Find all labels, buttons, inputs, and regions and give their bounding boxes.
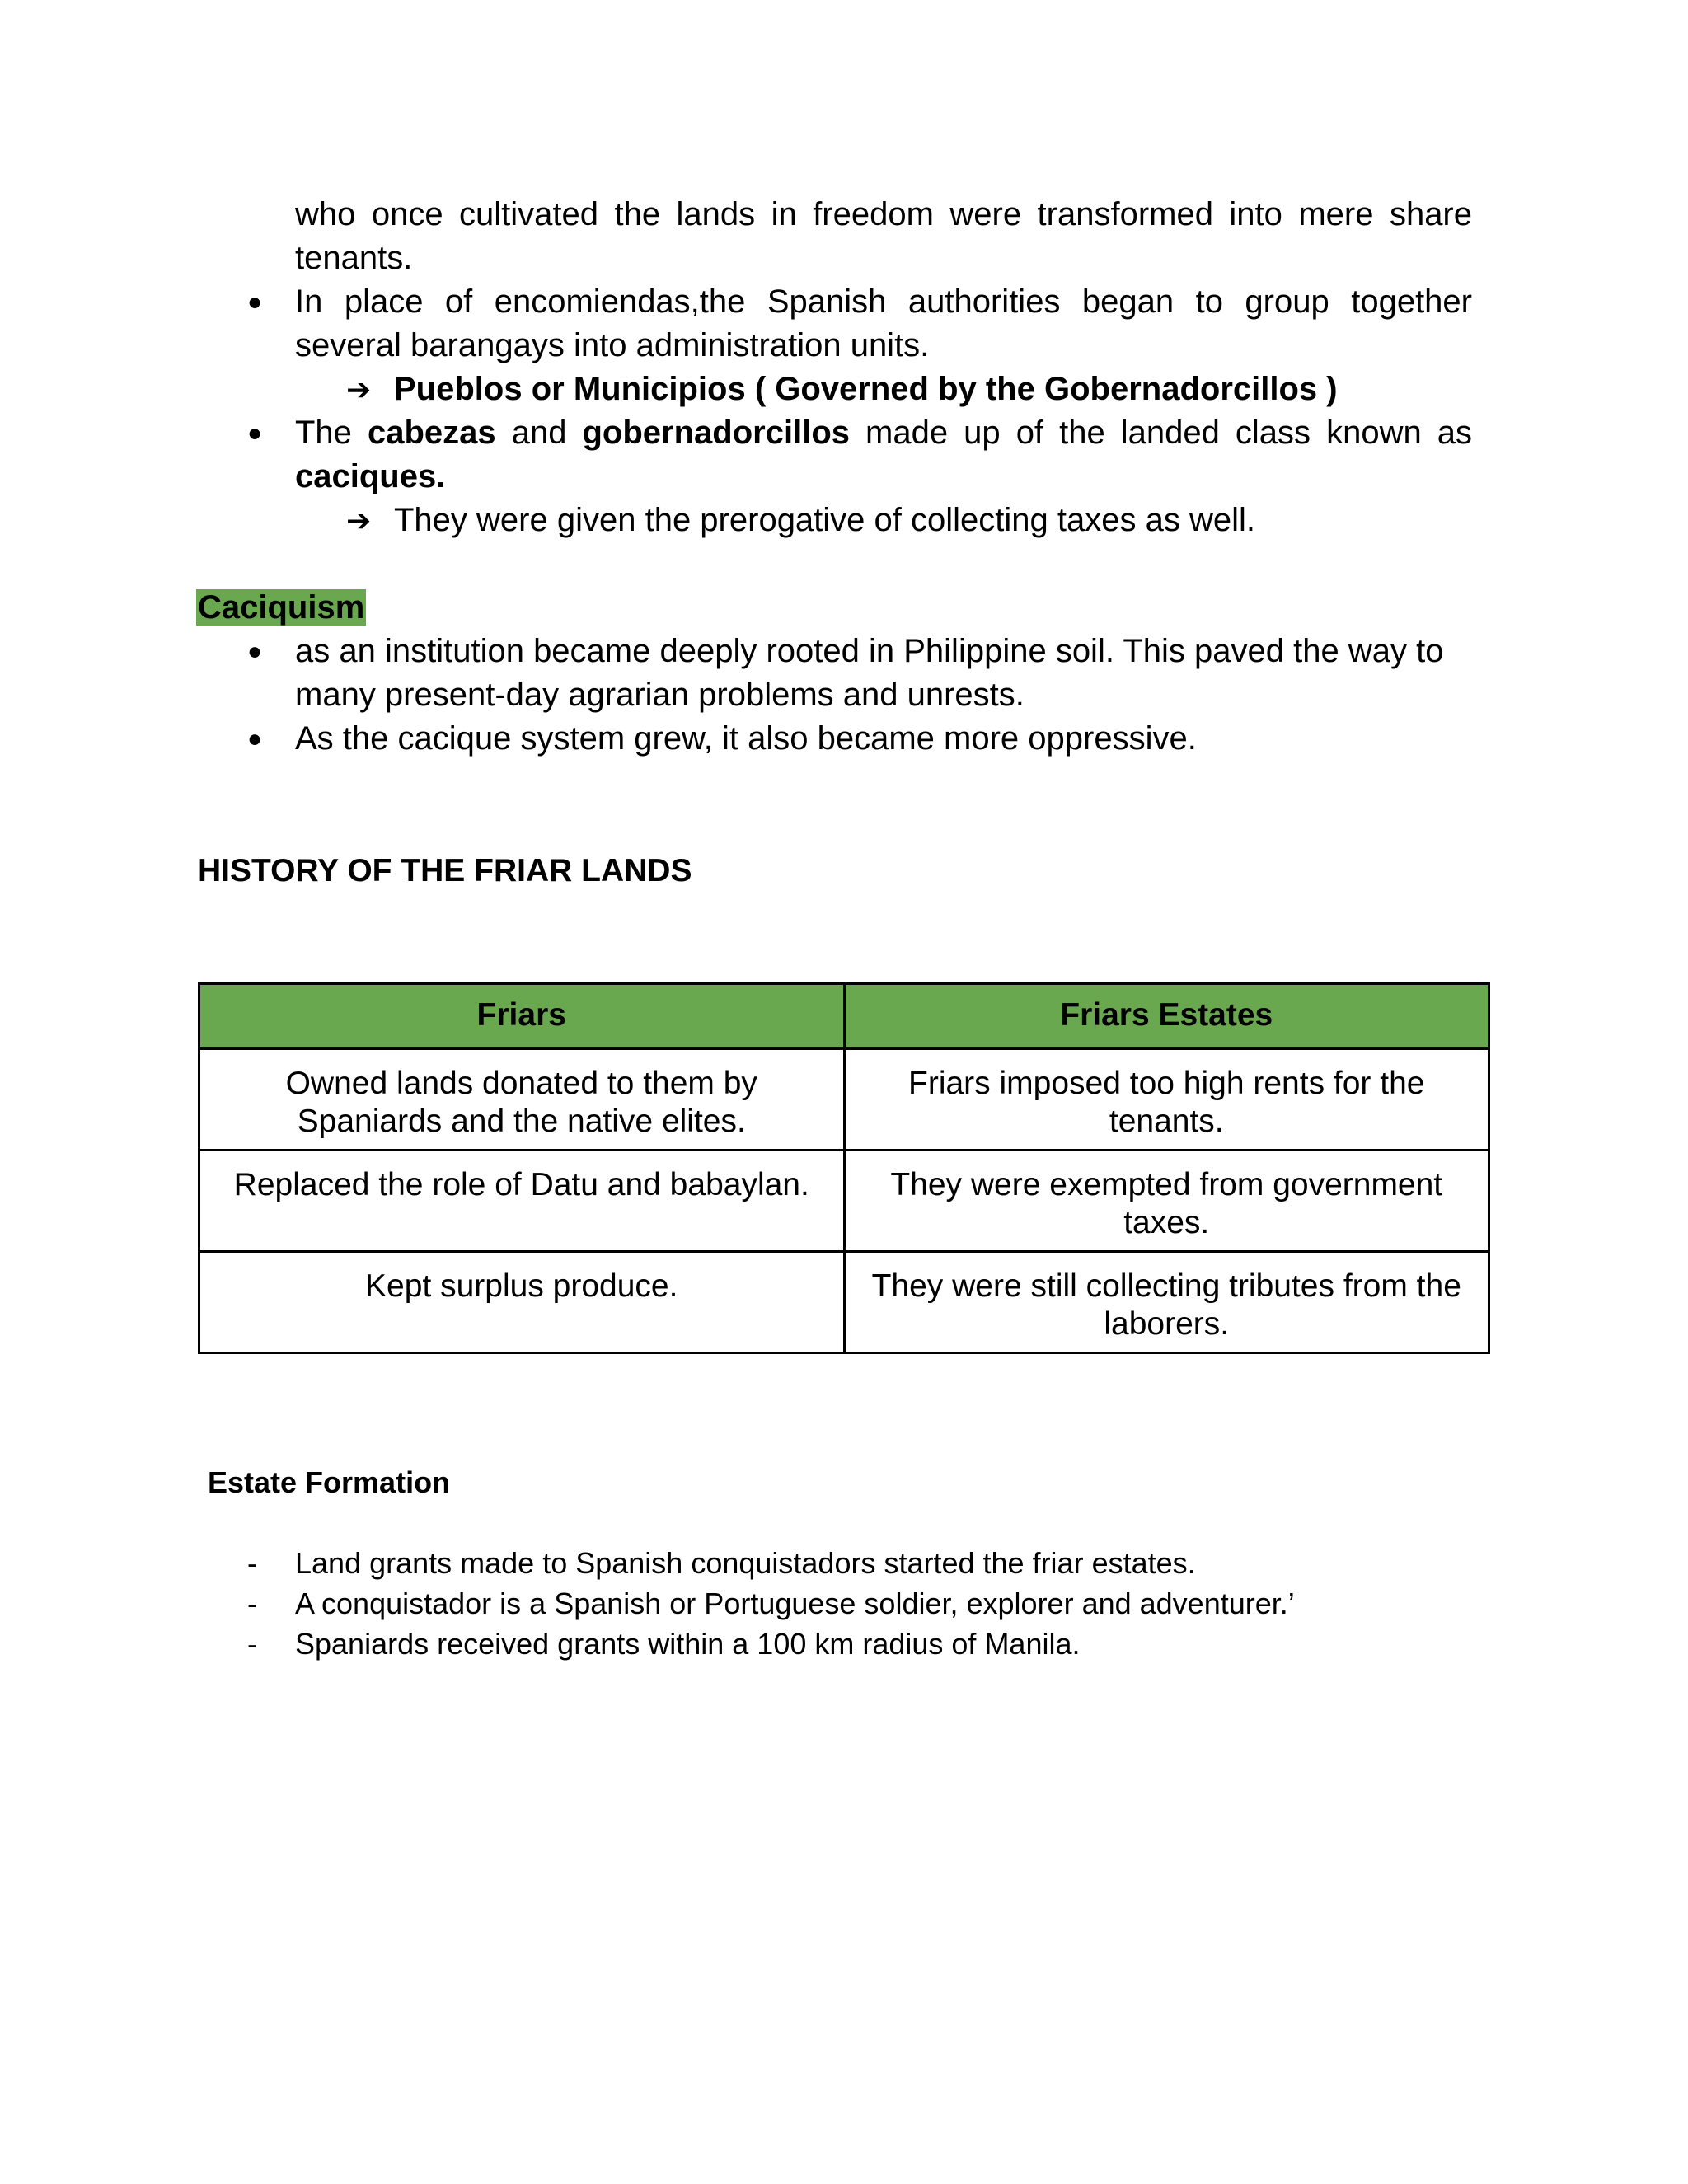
dash-icon: -: [247, 1546, 257, 1580]
text-run: The: [295, 415, 368, 451]
bold-term-caciques: caciques.: [295, 458, 446, 494]
bold-term-cabezas: cabezas: [367, 415, 496, 451]
table-cell: Owned lands donated to them by Spaniards and the native elites.: [199, 1049, 845, 1151]
bullet-icon: ●: [247, 638, 263, 665]
arrow-icon: ➔: [346, 373, 372, 406]
column-header-friars: Friars: [199, 984, 845, 1049]
continuation-paragraph: who once cultivated the lands in freedom were transformed into mere share tenants.: [295, 196, 1472, 276]
sub-pueblos: Pueblos or Municipios ( Governed by the Gobernadorcillos ): [394, 371, 1338, 407]
bullet-cabezas: [295, 411, 1472, 499]
bullet-icon: ●: [247, 288, 263, 316]
table-cell: Replaced the role of Datu and babaylan.: [199, 1151, 845, 1252]
bold-term-gobernadorcillos: gobernadorcillos: [582, 415, 850, 451]
dash-icon: -: [247, 1627, 257, 1661]
text-run: and: [495, 415, 583, 451]
table-cell: They were exempted from government taxes.: [844, 1151, 1489, 1252]
estate-item-2: A conquistador is a Spanish or Portuguese soldier, explorer and adventurer.’: [295, 1586, 1295, 1620]
estate-item-3: Spaniards received grants within a 100 km radius of Manila.: [295, 1627, 1081, 1661]
table-row: [199, 1252, 1489, 1353]
caciquism-heading: [196, 586, 366, 630]
caciquism-item-2: As the cacique system grew, it also became more oppressive.: [295, 720, 1197, 757]
bullet-icon: ●: [247, 419, 263, 447]
bullet-encomiendas: In place of encomiendas,the Spanish authorities began to group together several barangays into administration units.: [295, 284, 1472, 363]
friars-table: [198, 982, 1490, 1354]
table-cell: They were still collecting tributes from the laborers.: [844, 1252, 1489, 1353]
caciquism-highlight: Caciquism: [198, 589, 365, 626]
table-row: [199, 1151, 1489, 1252]
table-header-row: [199, 984, 1489, 1049]
table-cell: Kept surplus produce.: [199, 1252, 845, 1353]
table-row: [199, 1049, 1489, 1151]
table-cell: Friars imposed too high rents for the tenants.: [844, 1049, 1489, 1151]
column-header-friars-estates: Friars Estates: [844, 984, 1489, 1049]
history-heading: HISTORY OF THE FRIAR LANDS: [198, 853, 692, 888]
arrow-icon: ➔: [346, 504, 372, 537]
estate-formation-heading: Estate Formation: [208, 1465, 451, 1499]
bullet-icon: ●: [247, 725, 263, 752]
caciquism-item-1: as an institution became deeply rooted in Philippine soil. This paved the way to many present-day agrarian problems and unrests.: [295, 633, 1444, 713]
dash-icon: -: [247, 1586, 257, 1620]
sub-taxes: They were given the prerogative of collecting taxes as well.: [394, 502, 1255, 538]
text-run: made up of the landed class known as: [850, 415, 1473, 451]
estate-item-1: Land grants made to Spanish conquistadors started the friar estates.: [295, 1546, 1196, 1580]
